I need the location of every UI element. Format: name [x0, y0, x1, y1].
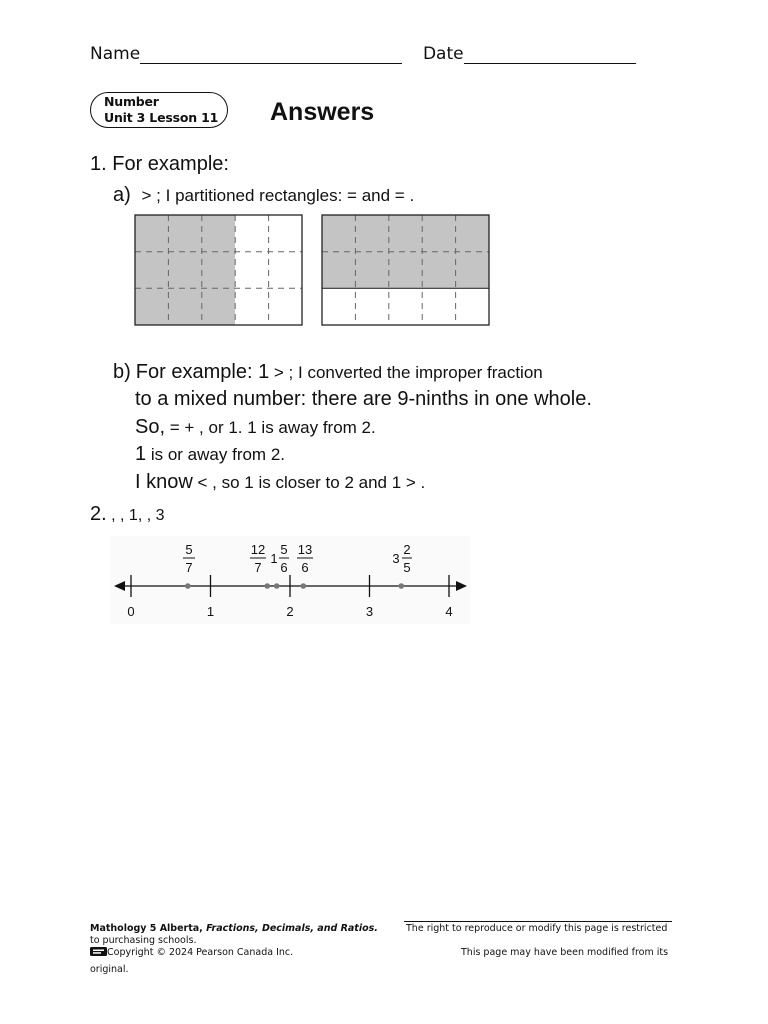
footer-modified-2: original.	[90, 964, 129, 975]
q1a-text: > ; I partitioned rectangles: = and = .	[136, 186, 415, 205]
q1b-line3-small: = + , or 1. 1 is away from 2.	[165, 418, 376, 437]
footer-book	[90, 923, 378, 934]
unit-lesson-label: Unit 3 Lesson 11	[104, 110, 219, 125]
name-blank[interactable]	[140, 45, 402, 64]
partitioned-rectangles	[134, 214, 492, 328]
rect-right	[322, 215, 489, 325]
date-blank[interactable]	[464, 45, 636, 64]
rect-left-shaded	[135, 215, 235, 325]
question-2-text: , , 1, , 3	[106, 507, 165, 524]
footer-copyright: Copyright © 2024 Pearson Canada Inc.	[107, 947, 294, 958]
point-3-2-5	[399, 583, 405, 589]
footer-rights-2: to purchasing schools.	[90, 935, 197, 946]
date-label: Date	[422, 44, 464, 64]
label-3-2-5-whole: 3	[392, 551, 400, 566]
label-13-6-den: 6	[301, 560, 309, 575]
label-12-7-den: 7	[254, 560, 262, 575]
q1b-line3-big: So,	[135, 416, 166, 438]
q1b-line5-small: < , so 1 is closer to 2 and 1 > .	[192, 473, 426, 492]
label-12-7-num: 12	[250, 542, 266, 557]
q1b-line4	[135, 443, 285, 466]
pearson-logo-icon	[90, 947, 107, 956]
page-title: Answers	[270, 98, 375, 126]
tick-label-4: 4	[445, 604, 453, 619]
q1b-line1	[113, 361, 543, 384]
q1b-line4-small: is or away from 2.	[146, 445, 285, 464]
question-2-number: 2.	[90, 503, 107, 525]
tick-label-3: 3	[365, 604, 374, 619]
name-label: Name	[90, 44, 141, 64]
name-date-header	[90, 44, 636, 64]
q1b-marker: b)	[113, 361, 131, 383]
q1b-line3	[135, 416, 376, 439]
point-13-6	[300, 583, 306, 589]
q1a-line	[113, 184, 414, 207]
tick-label-0: 0	[127, 604, 135, 619]
label-1-5-6-den: 6	[280, 560, 288, 575]
q1b-line5	[135, 471, 425, 494]
label-3-2-5-den: 5	[403, 560, 411, 575]
lesson-badge	[90, 92, 228, 128]
q1b-line5-big: I know	[135, 471, 193, 493]
footer-book-title: Fractions, Decimals, and Ratios.	[206, 923, 378, 934]
number-line	[110, 536, 470, 624]
question-1-label: 1. For example:	[90, 153, 229, 175]
tick-label-1: 1	[206, 604, 215, 619]
label-3-2-5-num: 2	[403, 542, 411, 557]
footer-modified-1: This page may have been modified from its	[461, 947, 669, 958]
question-2-line	[90, 503, 165, 526]
label-13-6-num: 13	[297, 542, 313, 557]
label-5-7-num: 5	[185, 542, 193, 557]
point-12-7	[264, 583, 270, 589]
footer-copyright-line	[90, 947, 293, 958]
footer-rule	[404, 921, 672, 922]
strand-label: Number	[104, 94, 159, 109]
q1b-line1-small: > ; I converted the improper fraction	[269, 363, 543, 382]
q1b-line2: to a mixed number: there are 9-ninths in one whole.	[135, 388, 592, 410]
q1b-line1-big: For example: 1	[135, 361, 270, 383]
point-1-5-6	[274, 583, 280, 589]
tick-label-2: 2	[286, 604, 294, 619]
label-1-5-6-whole: 1	[270, 551, 278, 566]
footer-rights-1: The right to reproduce or modify this page is restricted	[406, 923, 668, 934]
q1b-line4-big: 1	[135, 443, 147, 465]
label-5-7-den: 7	[185, 560, 193, 575]
rect-left	[135, 215, 302, 325]
label-1-5-6-num: 5	[280, 542, 288, 557]
footer-series: Mathology 5 Alberta,	[90, 923, 207, 934]
point-5-7	[185, 583, 191, 589]
q1a-marker: a)	[113, 184, 131, 206]
